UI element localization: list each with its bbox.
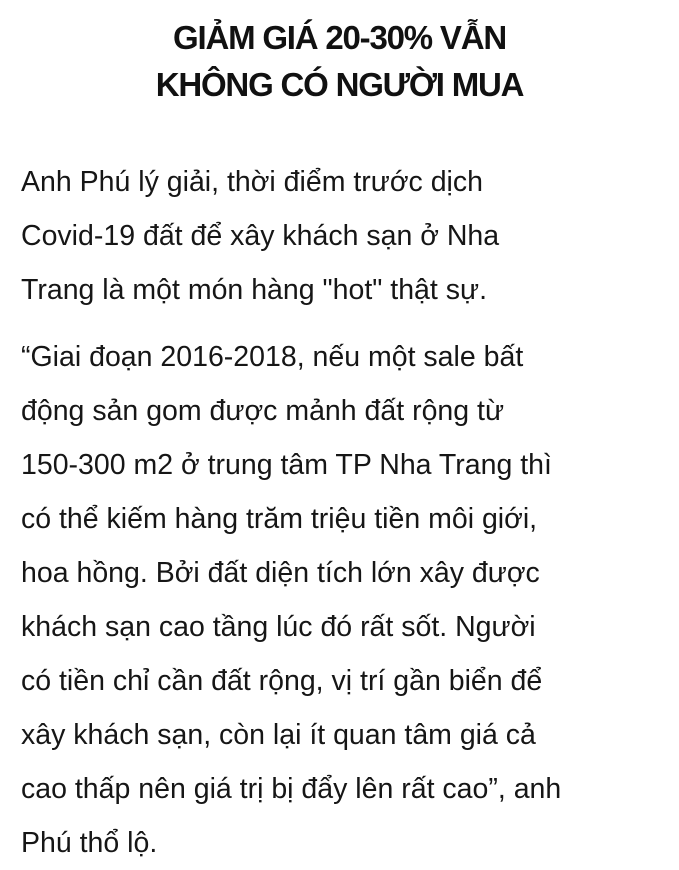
paragraph-line: Phú thổ lộ. bbox=[21, 827, 158, 859]
headline-line: KHÔNG CÓ NGƯỜI MUA bbox=[155, 66, 524, 103]
paragraph-line: xây khách sạn, còn lại ít quan tâm giá cả bbox=[21, 719, 536, 751]
paragraph-line: cao thấp nên giá trị bị đẩy lên rất cao”, anh bbox=[21, 773, 562, 805]
paragraph-quote bbox=[21, 330, 671, 870]
paragraph-line: “Giai đoạn 2016-2018, nếu một sale bất bbox=[21, 341, 524, 373]
article-headline bbox=[0, 14, 679, 108]
paragraph-line: có thể kiếm hàng trăm triệu tiền môi giới, bbox=[21, 503, 538, 535]
paragraph-line: động sản gom được mảnh đất rộng từ bbox=[21, 395, 505, 427]
paragraph-line: Covid-19 đất để xây khách sạn ở Nha bbox=[21, 220, 500, 252]
paragraph-line: 150-300 m2 ở trung tâm TP Nha Trang thì bbox=[21, 449, 552, 481]
paragraph-line: hoa hồng. Bởi đất diện tích lớn xây được bbox=[21, 557, 540, 589]
paragraph-line: khách sạn cao tầng lúc đó rất sốt. Người bbox=[21, 611, 536, 643]
headline-line: GIẢM GIÁ 20-30% VẪN bbox=[173, 19, 506, 56]
paragraph-intro bbox=[21, 155, 671, 317]
paragraph-line: có tiền chỉ cần đất rộng, vị trí gần biển để bbox=[21, 665, 543, 697]
paragraph-line: Trang là một món hàng "hot" thật sự. bbox=[21, 274, 487, 306]
paragraph-line: Anh Phú lý giải, thời điểm trước dịch bbox=[21, 166, 483, 198]
